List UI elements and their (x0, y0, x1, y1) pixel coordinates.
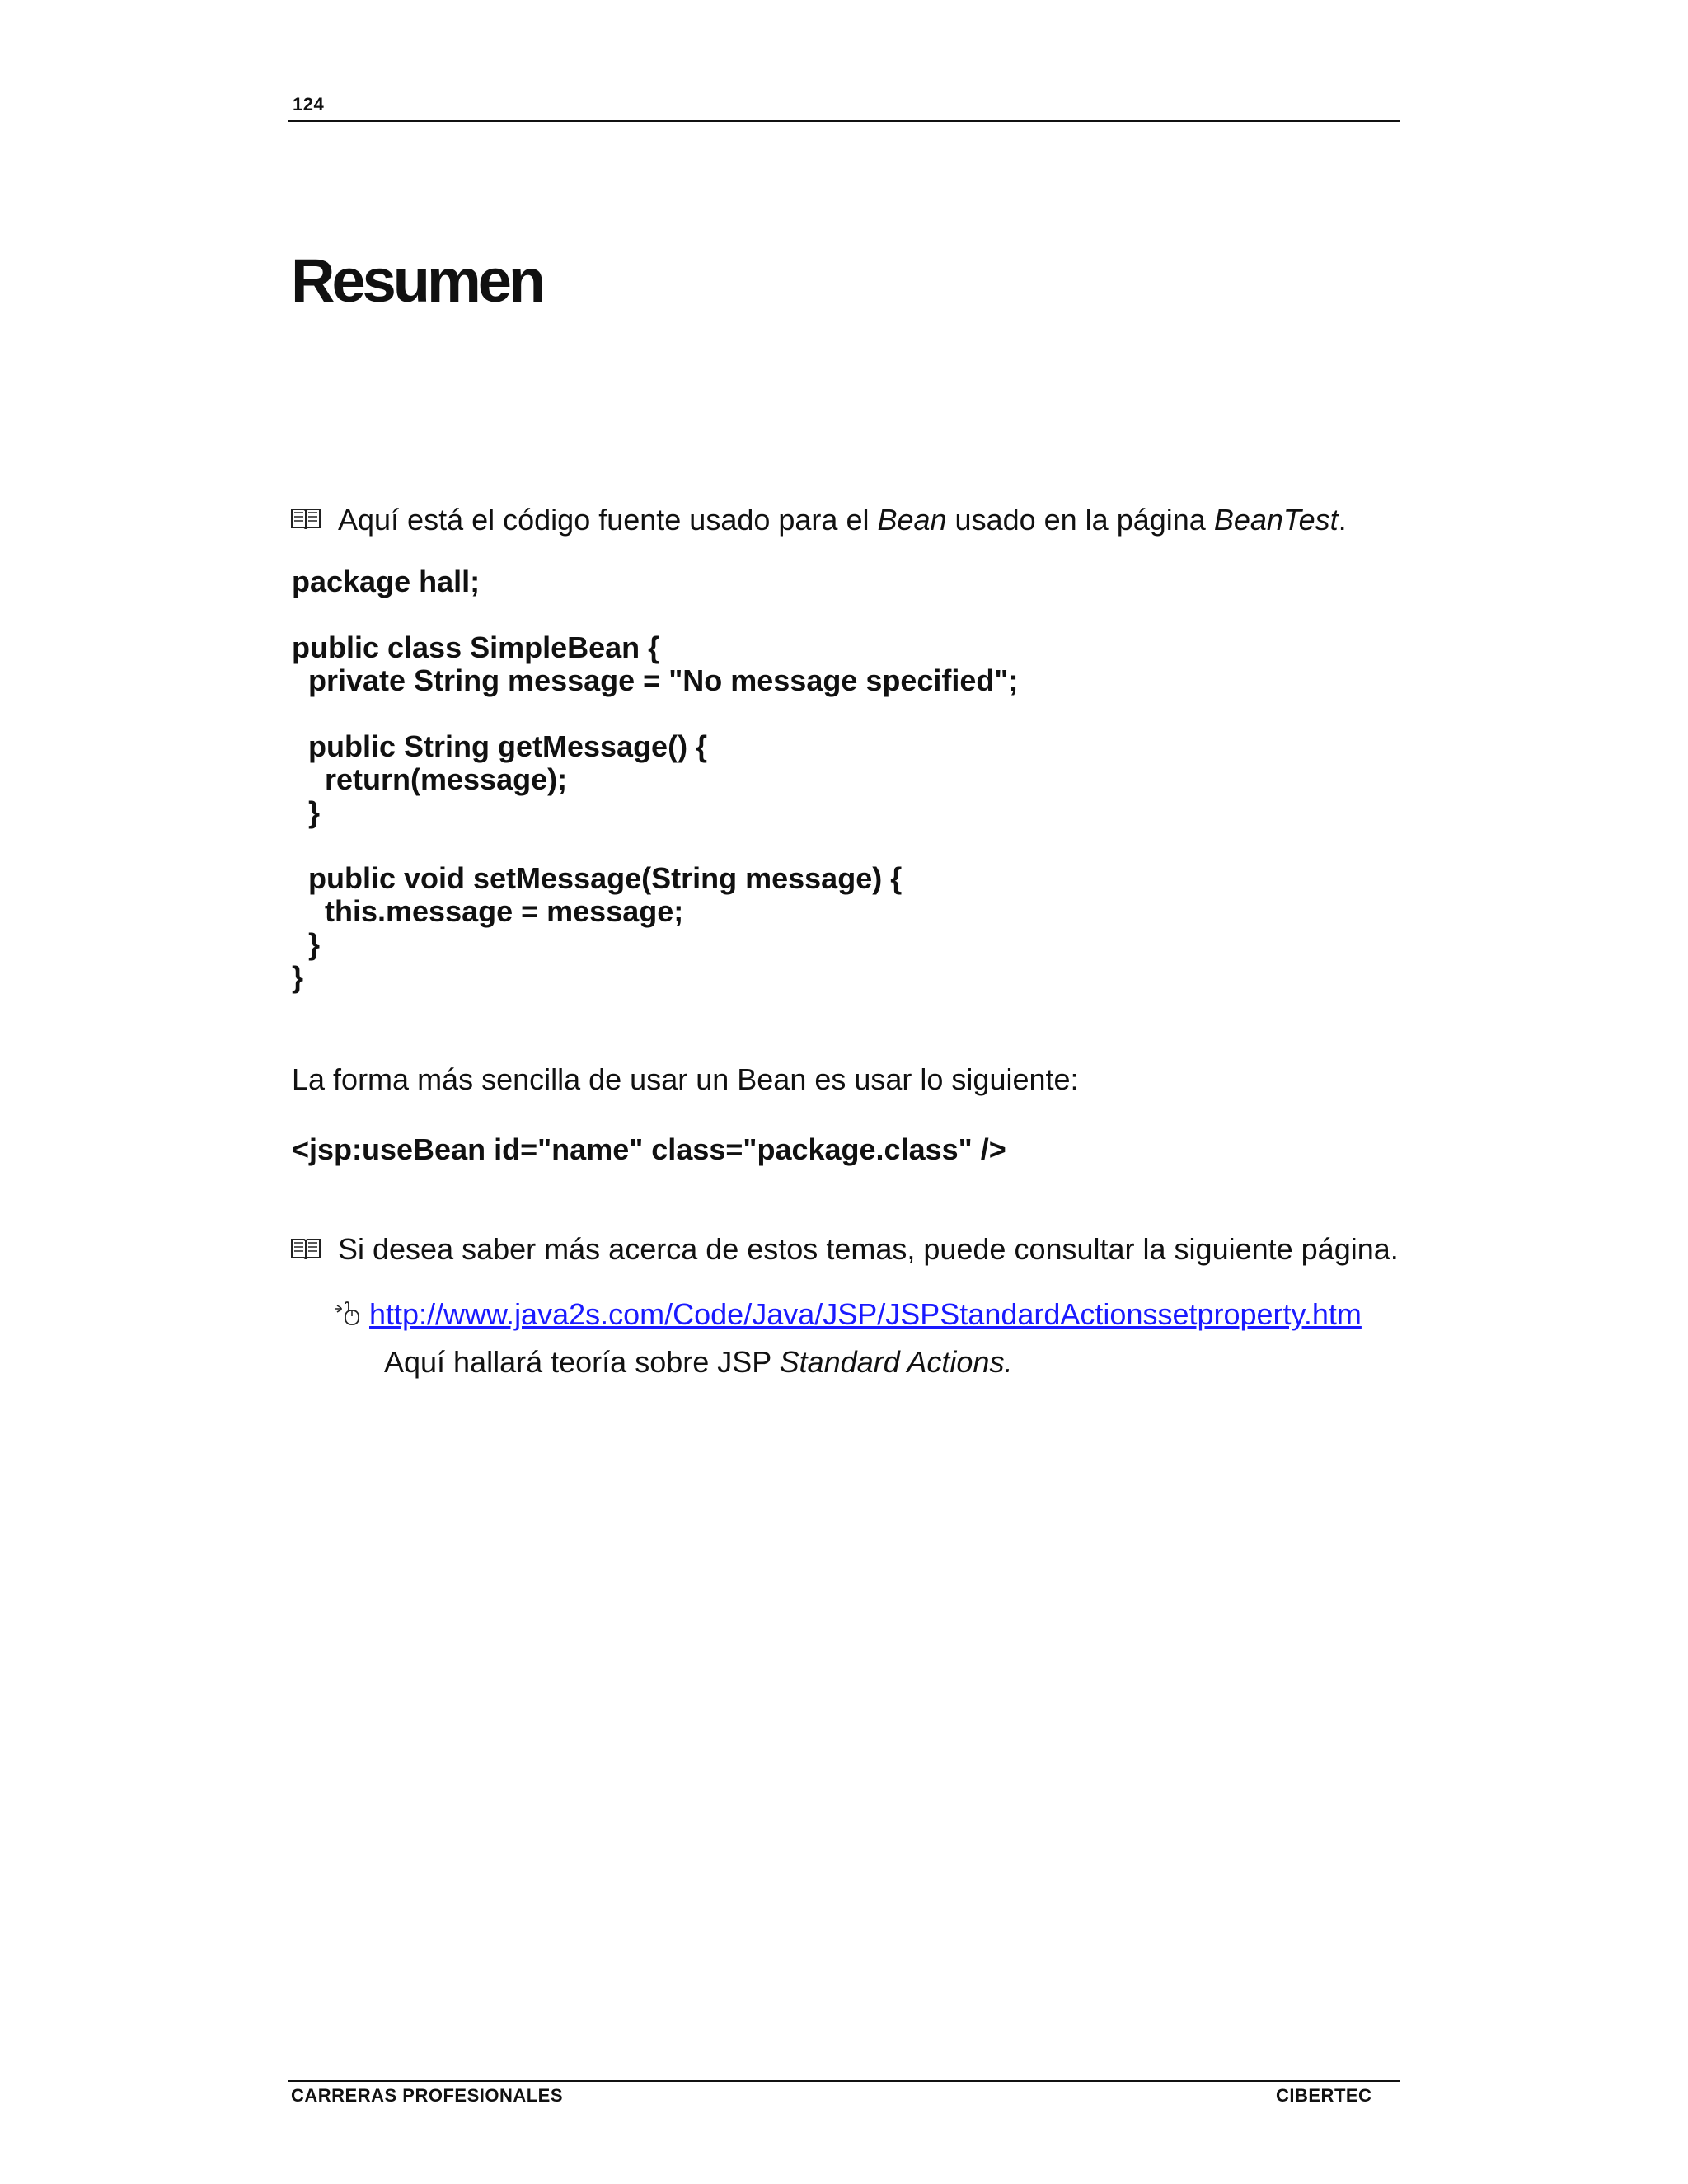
book-icon (290, 1236, 321, 1261)
more-info-text: Si desea saber más acerca de estos temas, puede consultar la siguiente página. (338, 1232, 1399, 1266)
code-line (292, 697, 1018, 730)
page-title: Resumen (291, 246, 543, 315)
footer-left: CARRERAS PROFESIONALES (291, 2085, 564, 2106)
code-line: public class SimpleBean { (292, 630, 660, 664)
java2s-link[interactable]: http://www.java2s.com/Code/Java/JSP/JSPStandardActionssetproperty.htm (369, 1297, 1362, 1331)
bean-term: Bean (877, 503, 947, 537)
code-line: return(message); (292, 762, 568, 796)
beantest-term: BeanTest (1213, 503, 1339, 537)
footer-rule (288, 2080, 1400, 2082)
book-icon (290, 506, 321, 531)
header-rule (288, 120, 1400, 122)
intro-text: Aquí está el código fuente usado para el Bean usado en la página BeanTest. (338, 503, 1347, 537)
code-line: package hall; (292, 565, 481, 598)
code-line: } (292, 960, 304, 994)
code-block (292, 565, 1018, 994)
code-line: public void setMessage(String message) { (292, 861, 903, 895)
mouse-icon (334, 1301, 362, 1325)
code-line (292, 598, 1018, 631)
code-line: } (292, 927, 321, 961)
code-line: public String getMessage() { (292, 729, 708, 763)
code-line (292, 829, 1018, 862)
code-line: private String message = "No message specified"; (292, 663, 1019, 697)
usage-code: <jsp:useBean id="name" class="package.class" /> (292, 1132, 1006, 1166)
page-number: 124 (293, 94, 325, 115)
usage-text: La forma más sencilla de usar un Bean es usar lo siguiente: (292, 1062, 1079, 1096)
code-line: } (292, 795, 321, 829)
footer-right: CIBERTEC (1276, 2085, 1372, 2106)
link-description: Aquí hallará teoría sobre JSP Standard Actions. (384, 1345, 1013, 1379)
code-line: this.message = message; (292, 894, 684, 928)
standard-actions-term: Standard Actions. (779, 1345, 1013, 1379)
